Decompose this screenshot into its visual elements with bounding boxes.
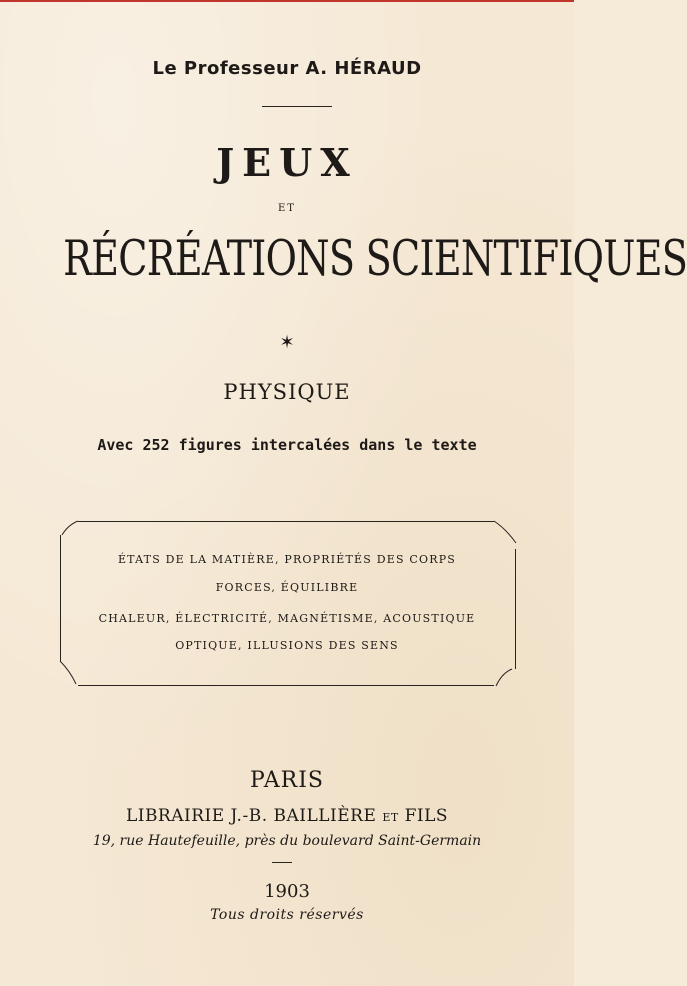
publication-year: 1903	[264, 881, 310, 902]
frame-corner-flourishes	[60, 521, 516, 686]
imprint-city: PARIS	[250, 768, 324, 793]
contents-line: CHALEUR, ÉLECTRICITÉ, MAGNÉTISME, ACOUSTIQUE	[98, 612, 476, 625]
publisher-name: LIBRAIRIE J.-B. BAILLIÈRE	[125, 806, 377, 826]
contents-line: FORCES, ÉQUILIBRE	[215, 581, 359, 594]
volume-subject: PHYSIQUE	[223, 380, 351, 404]
publisher-suffix: FILS	[404, 806, 449, 826]
imprint-publisher	[0, 806, 574, 826]
title-subtitle: RÉCRÉATIONS SCIENTIFIQUES	[63, 230, 687, 287]
author-line: Le Professeur A. HÉRAUD	[152, 58, 422, 79]
title-main: JEUX	[216, 140, 358, 185]
rights-notice: Tous droits réservés	[210, 907, 364, 923]
star-ornament: ✶	[279, 332, 295, 353]
small-divider	[272, 862, 292, 863]
figures-note: Avec 252 figures intercalées dans le texte	[97, 436, 477, 454]
contents-line: OPTIQUE, ILLUSIONS DES SENS	[175, 639, 399, 652]
contents-frame	[60, 521, 516, 686]
divider-rule	[262, 106, 332, 107]
title-conjunction: ET	[278, 203, 296, 214]
top-edge	[0, 0, 574, 2]
publisher-connector: ET	[382, 811, 399, 824]
imprint-address: 19, rue Hautefeuille, près du boulevard Saint-Germain	[92, 833, 482, 849]
contents-line: ÉTATS DE LA MATIÈRE, PROPRIÉTÉS DES CORPS	[117, 553, 457, 566]
